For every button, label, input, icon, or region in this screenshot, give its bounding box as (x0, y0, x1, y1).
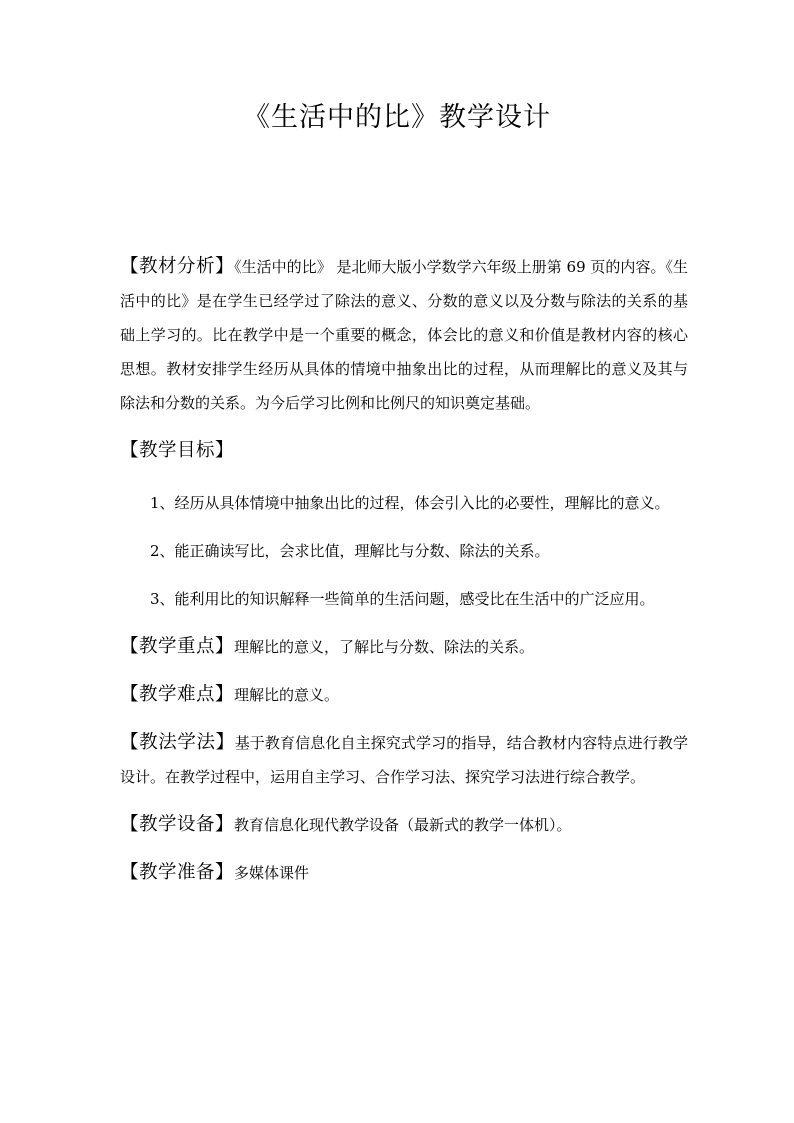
document-title: 《生活中的比》教学设计 (243, 102, 551, 133)
section-heading-preparation: 【教学准备】 (120, 862, 235, 883)
goal-item-1: 1、经历从具体情境中抽象出比的过程，体会引入比的必要性，理解比的意义。 (150, 494, 670, 512)
section-text-method: 基于教育信息化自主探究式学习的指导，结合教材内容特点进行教学设计。在教学过程中，运用自主学习、合作学习法、探究学习法进行综合教学。 (120, 734, 688, 786)
section-text-key-point: 理解比的意义，了解比与分数、除法的关系。 (234, 638, 535, 656)
section-difficulty (120, 678, 688, 712)
document-body (120, 250, 688, 904)
section-heading-key-point: 【教学重点】 (120, 636, 235, 657)
section-text-equipment: 教育信息化现代教学设备（最新式的教学一体机）。 (234, 816, 572, 834)
section-goals (120, 434, 688, 468)
section-key-point (120, 630, 688, 664)
section-text-material: 《生活中的比》 是北师大版小学数学六年级上册第 69 页的内容。《生活中的比》是在学生已经学过了除法的意义、分数的意义以及分数与除法的关系的基础上学习的。比在教学中是一个重要的概念，体会比的意义和价值是教材内容的核心思想。教材安排学生经历从具体的情境中抽象出比的过程，从而理解比的意义及其与除法和分数的关系。为今后学习比例和比例尺的知识奠定基础。 (120, 258, 688, 412)
goal-item-2: 2、能正确读写比，会求比值，理解比与分数、除法的关系。 (150, 542, 550, 560)
section-text-preparation: 多媒体课件 (234, 864, 310, 882)
section-preparation (120, 856, 688, 890)
section-heading-goals: 【教学目标】 (120, 440, 235, 461)
section-heading-material: 【教材分析】 (120, 256, 235, 277)
section-method (120, 726, 688, 794)
section-equipment (120, 808, 688, 842)
section-material (120, 250, 688, 420)
section-heading-equipment: 【教学设备】 (120, 814, 235, 835)
goal-item-3: 3、能利用比的知识解释一些简单的生活问题，感受比在生活中的广泛应用。 (150, 590, 655, 608)
section-heading-method: 【教法学法】 (120, 732, 235, 753)
section-text-difficulty: 理解比的意义。 (234, 686, 340, 704)
section-heading-difficulty: 【教学难点】 (120, 684, 235, 705)
